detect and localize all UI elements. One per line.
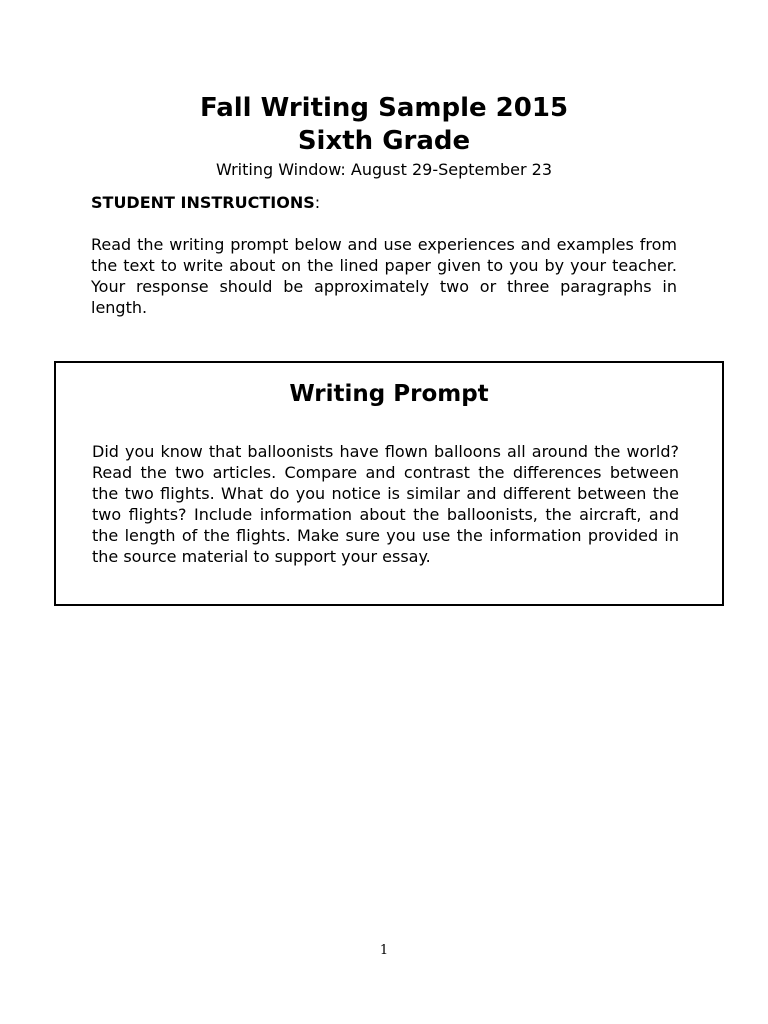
instructions-body: Read the writing prompt below and use experiences and examples from the text to write about on the lined paper given to you by your teacher. Your response should be approximately two or three paragraphs in length.	[91, 235, 677, 317]
page-number: 1	[379, 943, 389, 958]
grade-subtitle: Sixth Grade	[297, 126, 471, 156]
writing-prompt-box	[54, 361, 724, 606]
instructions-heading	[91, 193, 320, 213]
writing-prompt-title: Writing Prompt	[289, 381, 489, 407]
writing-prompt-body: Did you know that balloonists have flown balloons all around the world? Read the two articles. Compare and contrast the differences between the two flights. What do you notice is similar and different between the two flights? Include information about the balloonists, the aircraft, and the length of the flights. Make sure you use the information provided in the source material to support your essay.	[92, 442, 679, 566]
document-title: Fall Writing Sample 2015	[199, 93, 569, 123]
instructions-heading-colon: :	[314, 193, 321, 212]
writing-window-dates: Writing Window: August 29-September 23	[215, 160, 552, 179]
instructions-heading-label: STUDENT INSTRUCTIONS	[91, 193, 315, 212]
